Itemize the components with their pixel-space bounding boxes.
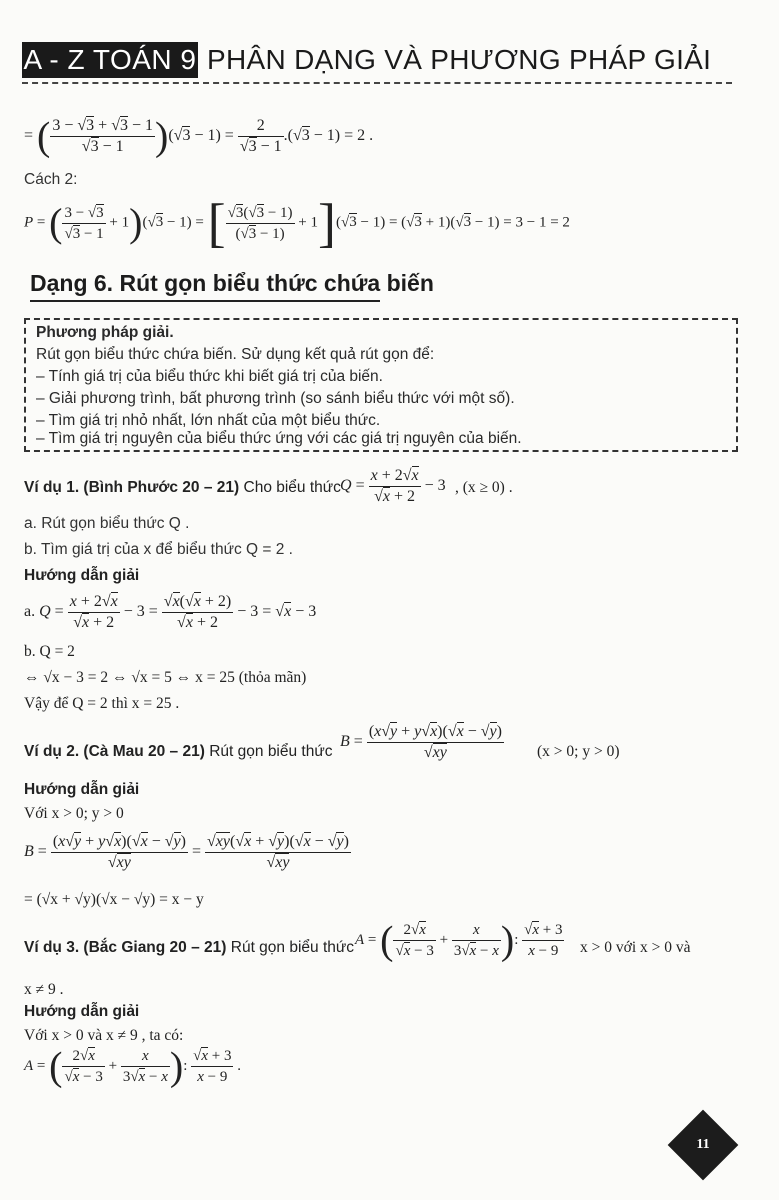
section-underline bbox=[30, 300, 380, 302]
example-2-prompt: Rút gọn biểu thức bbox=[209, 743, 333, 760]
example-1-guide: Hướng dẫn giải bbox=[24, 567, 140, 584]
example-1-part-a: a. Rút gọn biểu thức Q . bbox=[24, 515, 190, 532]
example-3-prompt: Rút gọn biểu thức bbox=[230, 939, 355, 956]
example-1-heading bbox=[24, 478, 341, 498]
continuation-line-1: = ( $\frac{3 - √3 + √3 - 1}{√3 - 1}$ )(√3 − 1) = $\frac{2}{√3 - 1}$ .(√3 − 1) = 2 . bbox=[24, 113, 374, 159]
method-item-3: – Tìm giá trị nhỏ nhất, lớn nhất của một biểu thức. bbox=[36, 412, 381, 429]
example-3-solution: A = ( $\frac{2√x}{√x - 3}$ + $\frac{x}{3√x - x}$ ): $\frac{√x + 3}{x - 9}$ . bbox=[24, 1043, 241, 1089]
header-divider bbox=[22, 82, 732, 84]
section-heading: Dạng 6. Rút gọn biểu thức chứa biến bbox=[30, 270, 434, 296]
example-2-expression: B = $\frac{(x√y + y√x)(√x - √y)}{√xy}$ bbox=[340, 723, 502, 761]
example-3-expression: A = ( $\frac{2√x}{√x - 3}$ + $\frac{x}{3√x - x}$ ): $\frac{√x + 3}{x - 9}$ bbox=[355, 917, 563, 963]
chapter-title: PHÂN DẠNG VÀ PHƯƠNG PHÁP GIẢI bbox=[207, 44, 712, 75]
example-3-heading bbox=[24, 938, 354, 958]
page-number: 11 bbox=[696, 1137, 710, 1152]
example-1-solution-b1: b. Q = 2 bbox=[24, 643, 75, 660]
example-2-result: = (√x + √y)(√x − √y) = x − y bbox=[24, 891, 204, 908]
example-3-label: Ví dụ 3. (Bắc Giang 20 – 21) bbox=[24, 939, 227, 956]
example-1-prompt: Cho biểu thức bbox=[243, 479, 341, 496]
example-2-guide: Hướng dẫn giải bbox=[24, 781, 140, 798]
example-3-with: Với x > 0 và x ≠ 9 , ta có: bbox=[24, 1027, 184, 1044]
example-1-expression: Q = $\frac{x + 2√x}{√x + 2}$ − 3 bbox=[340, 467, 446, 505]
cach2-label: Cách 2: bbox=[24, 171, 78, 188]
example-1-solution-b2: ⇔ √x − 3 = 2 ⇔ √x = 5 ⇔ x = 25 (thỏa mãn) bbox=[24, 669, 307, 686]
example-2-solution: B = $\frac{(x√y + y√x)(√x - √y)}{√xy}$ = $\frac{√xy(√x + √y)(√x - √y)}{√xy}$ bbox=[24, 833, 349, 871]
example-1-solution-a: a. Q = $\frac{x + 2√x}{√x + 2}$ − 3 = $\frac{√x(√x + 2)}{√x + 2}$ − 3 = √x − 3 bbox=[24, 593, 317, 631]
example-3-condition: x > 0 với x > 0 và bbox=[580, 939, 691, 956]
method-item-2: – Giải phương trình, bất phương trình (so sánh biểu thức với một số). bbox=[36, 390, 515, 407]
example-2-heading bbox=[24, 742, 332, 762]
example-2-with: Với x > 0; y > 0 bbox=[24, 805, 124, 822]
example-1-part-b: b. Tìm giá trị của x để biểu thức Q = 2 . bbox=[24, 541, 293, 558]
example-1-label: Ví dụ 1. (Bình Phước 20 – 21) bbox=[24, 479, 240, 496]
example-3-guide: Hướng dẫn giải bbox=[24, 1003, 140, 1020]
method-title: Phương pháp giải. bbox=[36, 324, 174, 341]
method-item-4: – Tìm giá trị nguyên của biểu thức ứng với các giá trị nguyên của biến. bbox=[36, 430, 522, 447]
cach2-expression: P = ( $\frac{3 - √3}{√3 - 1}$ + 1)(√3 − 1) = [ $\frac{√3(√3 - 1)}{(√3 - 1)}$ + 1](√3 − 1) = (√3 + 1)(√3 − 1) = 3 − 1 = 2 bbox=[24, 193, 570, 253]
example-2-condition: (x > 0; y > 0) bbox=[537, 743, 620, 760]
series-label: A - Z TOÁN 9 bbox=[22, 42, 198, 78]
example-1-solution-b3: Vậy để Q = 2 thì x = 25 . bbox=[24, 695, 180, 712]
method-intro: Rút gọn biểu thức chứa biến. Sử dụng kết quả rút gọn để: bbox=[36, 346, 435, 363]
method-item-1: – Tính giá trị của biểu thức khi biết giá trị của biến. bbox=[36, 368, 383, 385]
example-1-condition: , (x ≥ 0) . bbox=[455, 479, 513, 496]
example-3-condition-2: x ≠ 9 . bbox=[24, 981, 64, 998]
example-2-label: Ví dụ 2. (Cà Mau 20 – 21) bbox=[24, 743, 205, 760]
